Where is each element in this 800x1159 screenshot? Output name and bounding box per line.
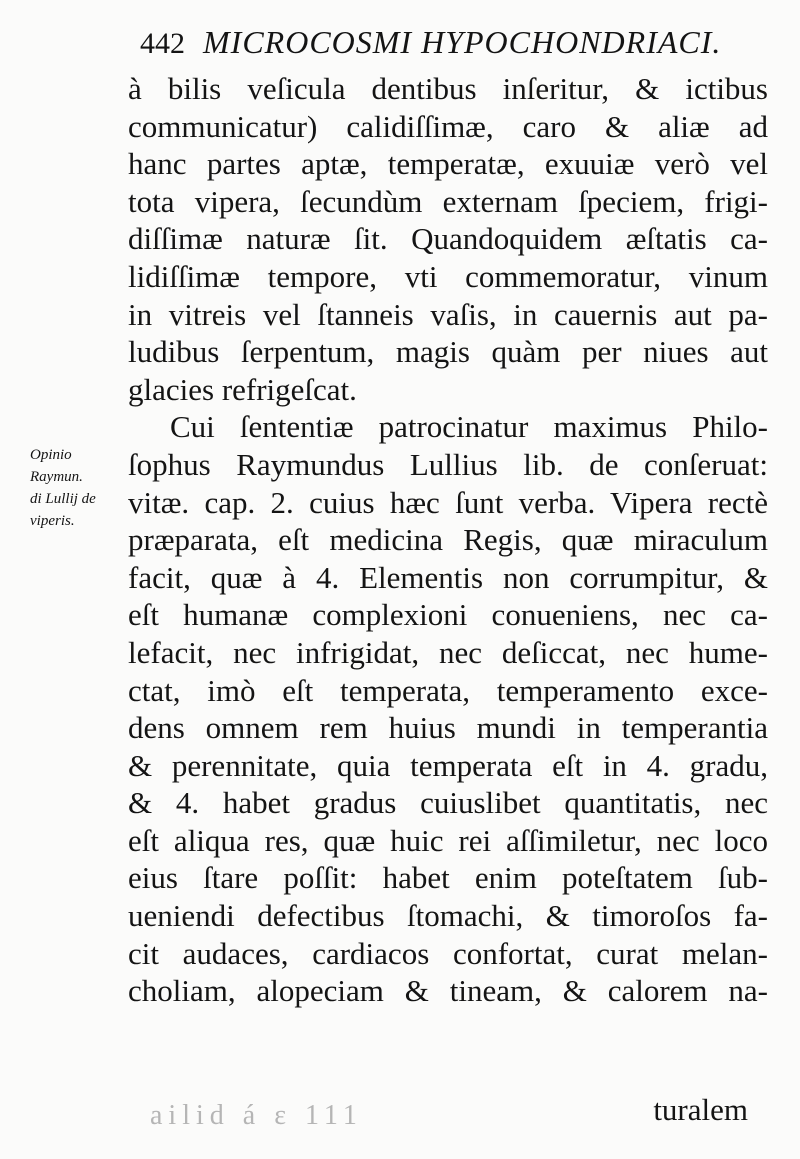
running-title: MICROCOSMI HYPOCHONDRIACI. <box>203 24 722 60</box>
marginal-note-line: Opinio <box>30 447 72 463</box>
running-header <box>140 24 760 68</box>
text-line: cit audaces, cardiacos confortat, curat melan- <box>128 935 768 971</box>
marginal-note-line: viperis. <box>30 513 75 529</box>
text-line: diſſimæ naturæ ſit. Quandoquidem æſtatis ca- <box>128 221 768 257</box>
page-number: 442 <box>140 27 185 60</box>
marginal-note <box>30 444 126 532</box>
text-line: hanc partes aptæ, temperatæ, exuuiæ verò vel <box>128 146 768 182</box>
footer-line <box>128 1092 768 1132</box>
text-line: ludibus ſerpentum, magis quàm per niues aut <box>128 334 768 370</box>
marginal-note-line: Raymun. <box>30 469 83 485</box>
paragraph-start-line: Cui ſententiæ patrocinatur maximus Philo- <box>170 409 768 445</box>
text-line: eius ſtare poſſit: habet enim poteſtatem ſub- <box>128 860 768 896</box>
text-line: glacies refrigeſcat. <box>128 371 357 407</box>
body-text <box>128 70 768 1010</box>
bleed-through-text: ailid á ɛ 111 <box>150 1100 363 1131</box>
text-line: lidiſſimæ tempore, vti commemoratur, vinum <box>128 258 768 294</box>
text-line: præparata, eſt medicina Regis, quæ miraculum <box>128 522 768 558</box>
text-line: lefacit, nec infrigidat, nec deſiccat, nec hume- <box>128 634 768 670</box>
text-line: & perennitate, quia temperata eſt in 4. gradu, <box>128 747 768 783</box>
text-line: ctat, imò eſt temperata, temperamento exce- <box>128 672 768 708</box>
text-line: vitæ. cap. 2. cuius hæc ſunt verba. Vipera rectè <box>128 484 768 520</box>
marginal-note-line: di Lullij de <box>30 491 96 507</box>
text-line: in vitreis vel ſtanneis vaſis, in cauernis aut pa- <box>128 296 768 332</box>
catchword: turalem <box>653 1092 748 1127</box>
text-line: & 4. habet gradus cuiuslibet quantitatis, nec <box>128 785 768 821</box>
text-line: eſt aliqua res, quæ huic rei aſſimiletur, nec loco <box>128 822 768 858</box>
text-line: facit, quæ à 4. Elementis non corrumpitur, & <box>128 559 768 595</box>
text-line: dens omnem rem huius mundi in temperantia <box>128 710 768 746</box>
text-line: tota vipera, ſecundùm externam ſpeciem, frigi- <box>128 183 768 219</box>
text-line: choliam, alopeciam & tineam, & calorem na- <box>128 973 768 1009</box>
text-line: eſt humanæ complexioni conueniens, nec ca- <box>128 597 768 633</box>
text-line: communicatur) calidiſſimæ, caro & aliæ ad <box>128 108 768 144</box>
text-line: ueniendi defectibus ſtomachi, & timoroſos fa- <box>128 898 768 934</box>
text-line: ſophus Raymundus Lullius lib. de conſeruat: <box>128 446 768 482</box>
text-line: à bilis veſicula dentibus inſeritur, & ictibus <box>128 71 768 106</box>
